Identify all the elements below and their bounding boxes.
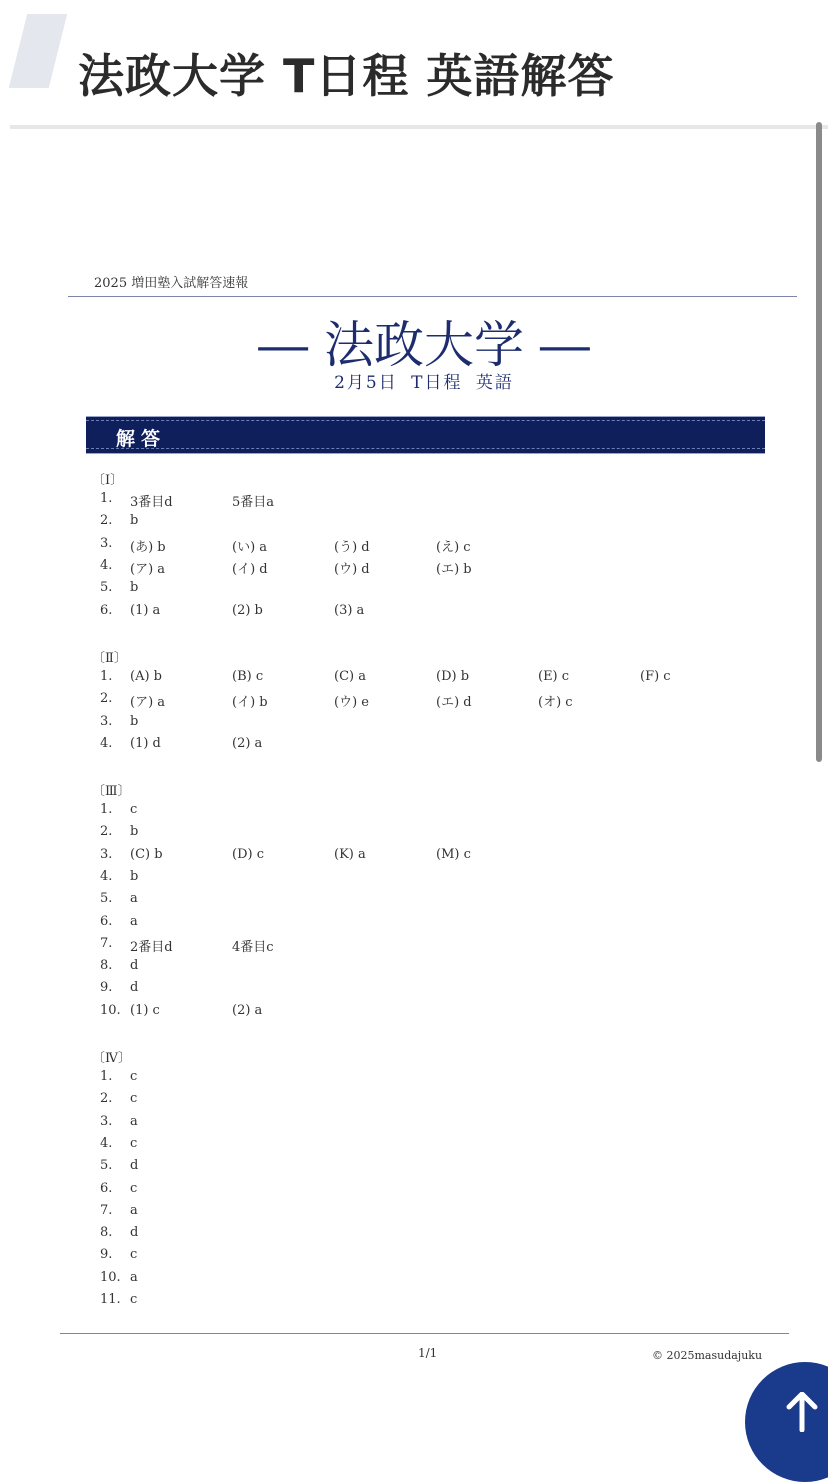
answer-cell: c [130,1069,138,1084]
question-number: 7. [100,1202,113,1218]
copyright: © 2025masudajuku [652,1349,763,1362]
section-label: 〔Ⅲ〕 [92,784,131,799]
answer-cell: c [130,1135,138,1151]
answer-row [0,603,828,623]
section-label: 〔Ⅰ〕 [92,473,124,488]
question-number: 4. [100,1135,113,1151]
question-number: 2. [100,513,113,529]
page-title: 法政大学 T日程 英語解答 [78,49,615,103]
question-number: 9. [100,980,113,996]
question-number: 3. [100,535,113,551]
answer-banner-label: 解答 [116,428,167,450]
answer-cell: 3番目d [130,495,173,510]
question-number: 1. [100,491,113,506]
question-number: 8. [100,1225,113,1241]
answer-cell: d [130,1225,139,1241]
answer-row [0,1247,828,1267]
answer-cell: d [130,958,139,974]
answer-cell: c [130,1247,138,1263]
answer-cell: b [130,713,139,729]
question-number: 2. [100,1091,113,1107]
answer-cell: (M) c [436,846,471,862]
question-number: 2. [100,824,113,840]
answer-row [0,558,828,578]
answer-cell: (D) b [436,669,470,684]
answer-cell: (オ) c [538,695,573,711]
answer-cell: (う) d [334,539,370,555]
question-number: 2. [100,691,113,707]
answer-cell: (あ) b [130,539,166,555]
answer-row [0,802,828,822]
answer-row [0,936,828,956]
question-number: 9. [100,1247,113,1263]
answer-cell: (C) b [130,846,163,862]
answer-cell: (エ) b [436,561,472,577]
answer-cell: (エ) d [436,695,472,711]
answer-row [0,491,828,511]
answer-row [0,669,828,689]
question-number: 11. [100,1292,121,1307]
answer-row [0,1158,828,1178]
answer-cell: (ウ) d [334,561,370,577]
answer-row [0,691,828,711]
answer-cell: (イ) b [232,695,268,711]
answer-cell: c [130,1091,138,1107]
answer-cell: (ア) a [130,695,166,711]
answer-row [0,1225,828,1245]
answer-cell: d [130,1158,139,1174]
answer-cell: (1) d [130,735,161,751]
answer-cell: c [130,1180,138,1196]
answer-cell: d [130,980,139,996]
question-number: 5. [100,580,113,596]
answer-cell: (イ) d [232,561,268,577]
answer-row [0,869,828,889]
answer-cell: b [130,868,139,884]
answer-row [0,580,828,600]
question-number: 5. [100,1158,113,1174]
page-number: 1/1 [418,1346,438,1360]
section-label: 〔Ⅱ〕 [92,651,127,666]
answer-row [0,891,828,911]
answer-cell: (A) b [130,669,162,684]
answer-row [0,1270,828,1290]
footer-divider [60,1333,789,1334]
answer-cell: (2) a [232,735,263,751]
question-number: 3. [100,713,113,729]
question-number: 3. [100,846,113,862]
question-number: 1. [100,669,113,684]
answer-row [0,1114,828,1134]
answer-row [0,980,828,1000]
answer-cell: (1) c [130,1002,160,1018]
answer-row [0,1292,828,1312]
answer-cell: 2番目d [130,939,173,955]
answer-cell: (1) a [130,602,161,618]
answer-cell: 4番目c [232,939,274,955]
answer-row [0,1136,828,1156]
question-number: 6. [100,602,113,618]
answer-cell: a [130,1113,138,1129]
answer-cell: (2) a [232,1002,263,1018]
question-number: 6. [100,913,113,929]
answer-cell: c [130,802,138,817]
answer-row [0,1069,828,1089]
answer-cell: 5番目a [232,495,275,510]
document-meta: 2025 増田塾入試解答速報 [94,276,249,291]
answer-cell: (ア) a [130,561,166,577]
answer-cell: b [130,580,139,596]
answer-cell: (C) a [334,669,366,684]
answer-row [0,1003,828,1023]
answer-cell: c [130,1292,138,1307]
question-number: 7. [100,935,113,951]
question-number: 5. [100,891,113,907]
answer-cell: (い) a [232,539,268,555]
answer-cell: a [130,891,138,907]
document-subtitle: 2月5日 T日程 英語 [334,373,514,393]
question-number: 10. [100,1269,121,1285]
section-label: 〔Ⅳ〕 [92,1051,131,1066]
question-number: 6. [100,1180,113,1196]
answer-cell: b [130,824,139,840]
question-number: 4. [100,735,113,751]
question-number: 4. [100,868,113,884]
answer-cell: (K) a [334,846,366,862]
question-number: 4. [100,557,113,573]
answer-cell: (3) a [334,602,365,618]
answer-row [0,914,828,934]
answer-row [0,736,828,756]
answer-row [0,847,828,867]
document-title: ― 法政大学 ― [258,316,590,374]
answer-cell: (ウ) e [334,695,369,711]
answer-cell: (B) c [232,669,264,684]
answer-row [0,714,828,734]
question-number: 1. [100,802,113,817]
answer-cell: (え) c [436,539,471,555]
answer-row [0,1203,828,1223]
question-number: 10. [100,1002,121,1018]
answer-row [0,1181,828,1201]
answer-cell: (D) c [232,846,264,862]
question-number: 1. [100,1069,113,1084]
answer-cell: a [130,1202,138,1218]
answer-row [0,1091,828,1111]
answer-cell: (E) c [538,669,570,684]
answer-cell: a [130,913,138,929]
answer-row [0,824,828,844]
question-number: 3. [100,1113,113,1129]
answer-cell: a [130,1269,138,1285]
answer-cell: (2) b [232,602,263,618]
answer-cell: (F) c [640,669,671,684]
question-number: 8. [100,958,113,974]
answer-row [0,513,828,533]
answer-row [0,536,828,556]
arrow-up-icon [785,1392,819,1432]
answer-cell: b [130,513,139,529]
answer-row [0,958,828,978]
